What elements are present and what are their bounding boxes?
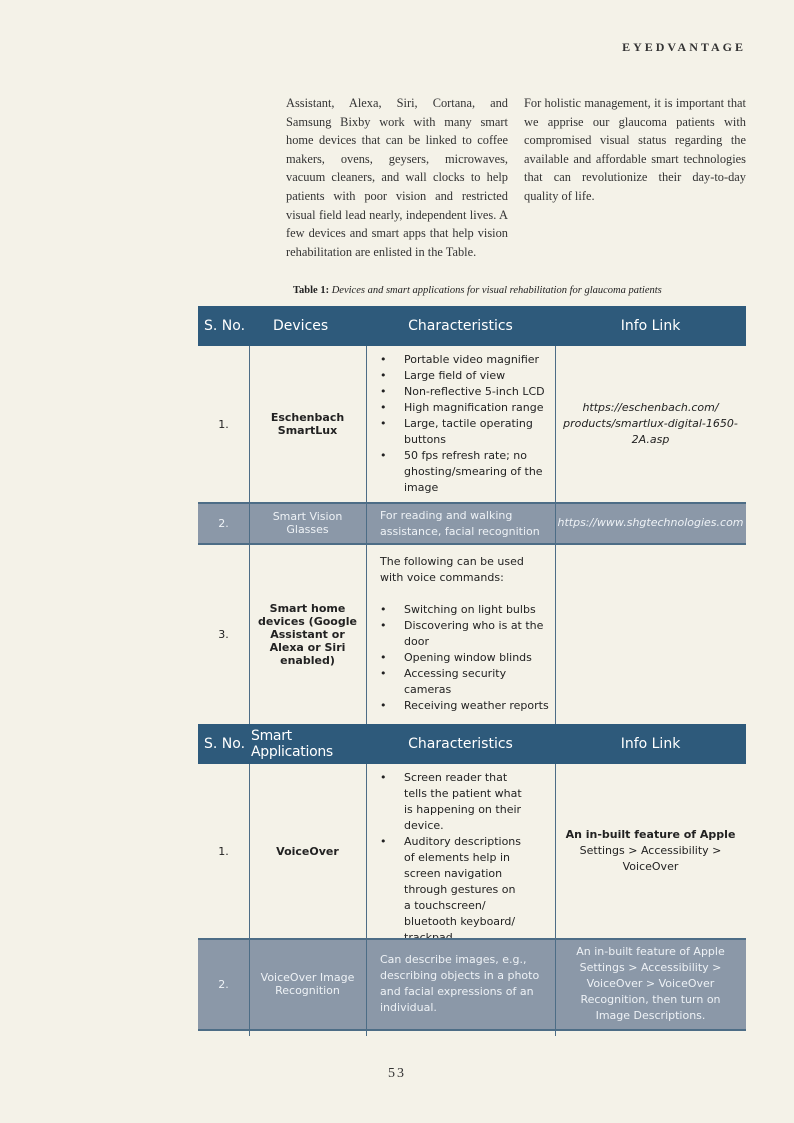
device-name: Smart home devices (Google Assistant or Alexa or Siri enabled) <box>258 601 357 667</box>
list-item: • Receiving weather reports <box>380 698 549 714</box>
device-characteristics: For reading and walking assistance, facial recognition <box>380 509 540 538</box>
table-row <box>198 346 746 502</box>
info-link <box>555 764 746 938</box>
running-header-brand: EYEDVANTAGE <box>622 40 746 54</box>
list-item: • Large, tactile operating buttons <box>380 416 549 448</box>
row-divider <box>198 1029 746 1031</box>
body-text-col-2: For holistic management, it is important that we apprise our glaucoma patients with compromised visual status regarding the available and affordable smart technologies that can revolutionize their day-to-day quality of life. <box>524 96 746 203</box>
list-item: • Switching on light bulbs <box>380 602 549 618</box>
info-link <box>555 544 746 724</box>
column-divider <box>366 764 367 1036</box>
link-path-text: Settings > Accessibility > VoiceOver <box>579 844 722 873</box>
link-path-text: Settings > Accessibility > VoiceOver > VoiceOver Recognition, then turn on Image Descriptions. <box>579 961 722 1022</box>
header-characteristics: Characteristics <box>408 318 513 334</box>
characteristics-intro: The following can be used with voice commands: <box>380 555 524 584</box>
table-caption-label: Table 1: <box>293 285 330 296</box>
header-sno: S. No. <box>204 318 246 334</box>
header-devices: Devices <box>273 318 329 334</box>
app-name: VoiceOver <box>276 844 339 858</box>
list-item: • Non-reflective 5-inch LCD <box>380 384 549 400</box>
info-link <box>555 938 746 1030</box>
row-number: 2. <box>218 516 229 530</box>
link-bold-text: An in-built feature of Apple <box>565 828 736 841</box>
page-number: 53 <box>388 1066 406 1081</box>
table-row <box>198 544 746 724</box>
link-bold-text: An in-built feature of Apple <box>576 945 725 958</box>
list-item: • Discovering who is at the door <box>380 618 549 650</box>
header-characteristics: Characteristics <box>408 736 513 752</box>
column-divider <box>366 346 367 724</box>
header-info-link: Info Link <box>620 736 681 752</box>
column-divider <box>555 764 556 1036</box>
app-characteristics: Can describe images, e.g., describing objects in a photo and facial expressions of an individual. <box>380 953 540 1014</box>
row-number: 1. <box>218 844 229 858</box>
row-divider <box>198 938 746 940</box>
device-name: Eschenbach SmartLux <box>270 411 345 437</box>
info-link[interactable]: https://eschenbach.com/ products/smartlux-digital-1650-2A.asp <box>563 401 738 446</box>
header-smart-applications: Smart Applications <box>251 728 333 760</box>
row-divider <box>198 502 746 504</box>
row-number: 1. <box>218 417 229 431</box>
device-name: Smart Vision Glasses <box>272 510 343 536</box>
table-header-devices <box>198 306 746 346</box>
table-caption <box>293 285 662 296</box>
list-item: • Auditory descriptions of elements help in screen navigation through gestures on a touchscreen/ bluetooth keyboard/ <box>380 834 525 946</box>
list-item: • Opening window blinds <box>380 650 549 666</box>
row-number: 3. <box>218 627 229 641</box>
column-divider <box>249 346 250 724</box>
list-item: • Portable video magnifier <box>380 352 549 368</box>
list-item: • Screen reader that tells the patient what is happening on their device. <box>380 770 525 834</box>
list-item: • High magnification range <box>380 400 549 416</box>
column-divider <box>555 346 556 724</box>
table-header-apps <box>198 724 746 764</box>
row-number: 2. <box>218 977 229 991</box>
table-row <box>198 764 746 938</box>
app-characteristics <box>366 764 555 938</box>
info-link[interactable]: https://www.shgtechnologies.com <box>557 516 744 529</box>
list-item: • Large field of view <box>380 368 549 384</box>
row-divider <box>198 543 746 545</box>
table-row <box>198 938 746 1030</box>
list-item: • Accessing security cameras <box>380 666 549 698</box>
device-characteristics <box>366 544 555 724</box>
list-item: • 50 fps refresh rate; no ghosting/smearing of the image <box>380 448 549 496</box>
body-text-columns <box>286 94 746 261</box>
header-info-link: Info Link <box>620 318 681 334</box>
header-sno: S. No. <box>204 736 246 752</box>
body-text-col-1: Assistant, Alexa, Siri, Cortana, and Samsung Bixby work with many smart home devices that can be linked to coffee makers, ovens, geysers, microwaves, vacuum cleaners, and wall clocks to help patients with poor vision and restricted visual field lead nearly, independent lives. A few devices and smart apps that help vision rehabilitation are enlisted in the Table. <box>286 96 508 259</box>
app-name: VoiceOver Image Recognition <box>260 971 355 997</box>
table-row <box>198 502 746 544</box>
devices-apps-table <box>198 306 746 1036</box>
device-characteristics <box>366 346 555 502</box>
table-caption-text: Devices and smart applications for visual rehabilitation for glaucoma patients <box>331 285 662 296</box>
column-divider <box>249 764 250 1036</box>
